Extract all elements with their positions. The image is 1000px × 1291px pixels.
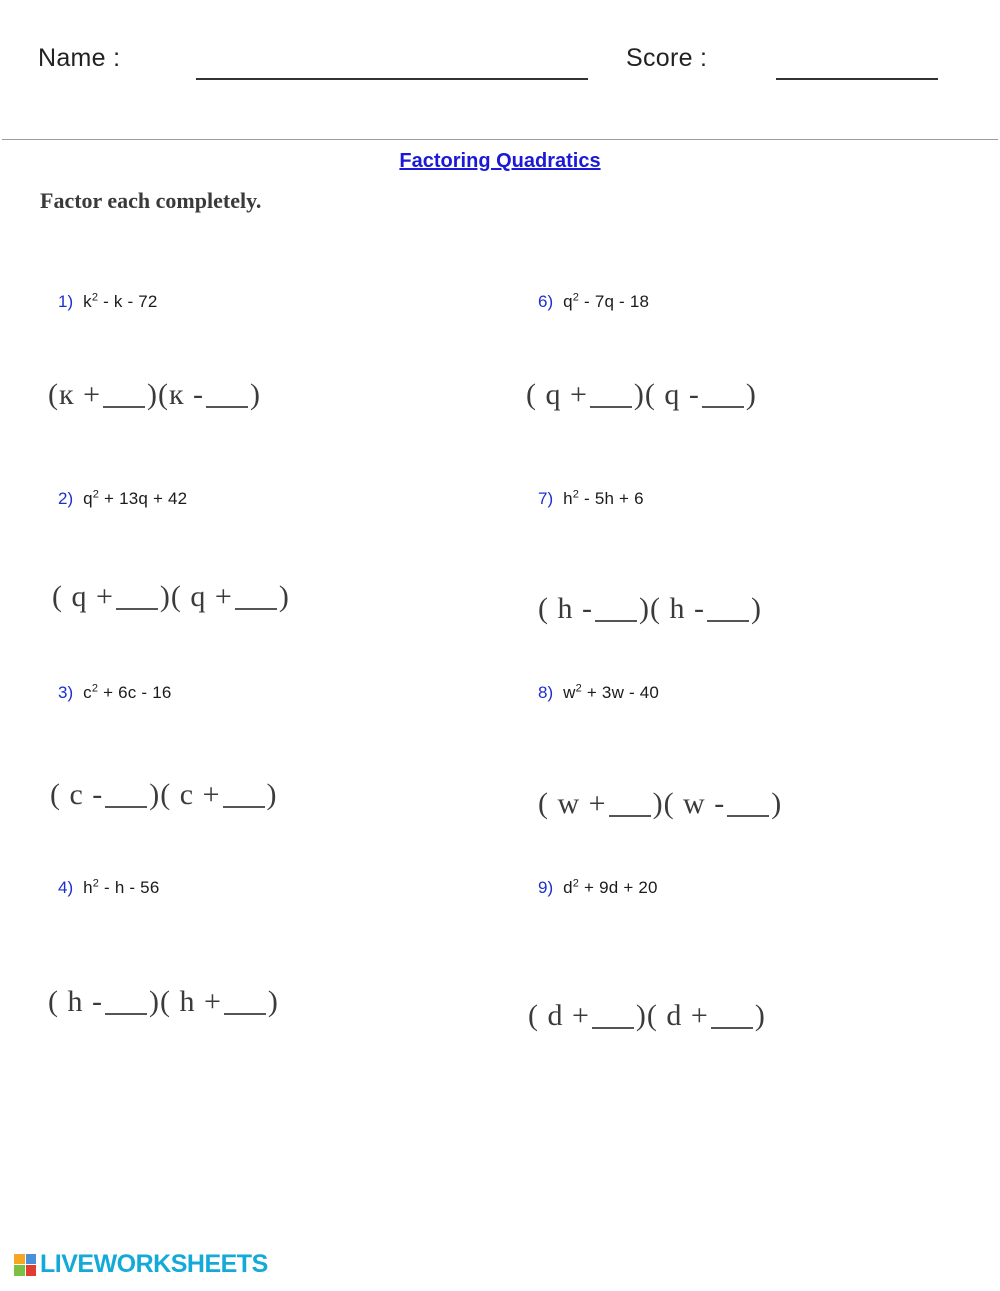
problem-9-answer-post: ) <box>754 999 766 1032</box>
problem-4-question <box>58 878 160 898</box>
problem-4-answer[interactable] <box>48 985 279 1019</box>
problem-6-question <box>538 292 649 312</box>
problem-4-blank-1[interactable] <box>105 1013 147 1015</box>
problem-3-answer[interactable] <box>50 778 278 812</box>
liveworksheets-brand: LIVEWORKSHEETS <box>40 1250 268 1278</box>
problem-2 <box>58 489 187 509</box>
problem-4-number: 4) <box>58 878 74 897</box>
problem-2-answer-post: ) <box>278 580 290 613</box>
problem-8-answer-mid: )( w - <box>652 787 726 820</box>
problem-8-number: 8) <box>538 683 554 702</box>
problem-2-answer[interactable] <box>52 580 290 614</box>
score-input-line[interactable] <box>776 78 938 80</box>
problem-7-answer-post: ) <box>750 592 762 625</box>
problem-3-blank-1[interactable] <box>105 806 147 808</box>
instruction-text: Factor each completely. <box>40 188 262 213</box>
problem-9-expression: $d^2 + 9d + 20$ <box>563 877 658 897</box>
problem-4-answer-post: ) <box>267 985 279 1018</box>
problem-6-answer-post: ) <box>745 378 757 411</box>
problem-3-question <box>58 683 172 703</box>
problem-7-blank-1[interactable] <box>595 620 637 622</box>
problem-1-number: 1) <box>58 292 74 311</box>
problem-2-question <box>58 489 187 509</box>
problem-9-answer[interactable] <box>528 999 766 1033</box>
problem-7-answer-pre: ( h - <box>538 592 593 625</box>
problem-3 <box>58 683 172 703</box>
problem-6-number: 6) <box>538 292 554 311</box>
problem-6-answer[interactable] <box>526 378 757 412</box>
liveworksheets-footer[interactable] <box>14 1250 268 1279</box>
worksheet-header <box>0 22 1000 82</box>
problem-6-blank-2[interactable] <box>702 406 744 408</box>
problem-6 <box>538 292 649 312</box>
problem-7-blank-2[interactable] <box>707 620 749 622</box>
problem-2-answer-pre: ( q + <box>52 580 114 613</box>
problem-7 <box>538 489 644 509</box>
problem-4 <box>58 878 160 898</box>
problem-1-answer-post: ) <box>250 378 262 411</box>
problem-7-number: 7) <box>538 489 554 508</box>
problem-9-answer-mid: )( d + <box>635 999 709 1032</box>
problem-8-answer-pre: ( w + <box>538 787 607 820</box>
problem-1-expression: $k^2$ - k - 72 <box>83 291 158 311</box>
problem-4-expression: $h^2$ - h - 56 <box>83 877 160 897</box>
problem-7-answer-mid: )( h - <box>638 592 705 625</box>
problem-8-answer[interactable] <box>538 787 782 821</box>
problem-1-answer-mid: )(к - <box>146 378 205 411</box>
problem-8-blank-2[interactable] <box>727 815 769 817</box>
problem-2-expression: $q^2 + 13q + 42$ <box>83 488 188 508</box>
problem-9-answer-pre: ( d + <box>528 999 590 1032</box>
problem-9-question <box>538 878 658 898</box>
problem-3-answer-post: ) <box>266 778 278 811</box>
name-input-line[interactable] <box>196 78 588 80</box>
name-label: Name : <box>38 44 121 72</box>
problem-1-answer[interactable] <box>48 378 261 412</box>
problem-7-answer[interactable] <box>538 592 762 626</box>
problem-3-answer-pre: ( c - <box>50 778 104 811</box>
problem-3-expression: $c^2 + 6c - 16$ <box>83 682 172 702</box>
problem-3-answer-mid: )( c + <box>149 778 221 811</box>
problem-3-number: 3) <box>58 683 74 702</box>
problem-3-blank-2[interactable] <box>223 806 265 808</box>
problem-1-answer-pre: (к + <box>48 378 101 411</box>
problem-8-expression: $w^2 + 3w - 40$ <box>563 682 660 702</box>
problem-6-answer-pre: ( q + <box>526 378 588 411</box>
problem-9-blank-1[interactable] <box>592 1027 634 1029</box>
liveworksheets-logo-icon <box>14 1254 36 1276</box>
problem-9-number: 9) <box>538 878 554 897</box>
problem-6-answer-mid: )( q - <box>633 378 700 411</box>
problem-8-answer-post: ) <box>771 787 783 820</box>
problem-1 <box>58 292 158 312</box>
problem-8-question <box>538 683 659 703</box>
problem-4-blank-2[interactable] <box>224 1013 266 1015</box>
header-divider <box>2 139 998 140</box>
problem-2-blank-2[interactable] <box>235 608 277 610</box>
problem-1-question <box>58 292 158 312</box>
problem-6-expression: $q^2 - 7q - 18$ <box>563 291 650 311</box>
problem-4-answer-mid: )( h + <box>148 985 222 1018</box>
problem-9 <box>538 878 658 898</box>
problem-2-number: 2) <box>58 489 74 508</box>
problem-4-answer-pre: ( h - <box>48 985 103 1018</box>
problem-7-question <box>538 489 644 509</box>
page-title: Factoring Quadratics <box>399 150 601 172</box>
problem-1-blank-2[interactable] <box>206 406 248 408</box>
problem-9-blank-2[interactable] <box>711 1027 753 1029</box>
problem-8 <box>538 683 659 703</box>
problem-1-blank-1[interactable] <box>103 406 145 408</box>
problem-2-answer-mid: )( q + <box>159 580 233 613</box>
score-label: Score : <box>626 44 708 72</box>
problem-2-blank-1[interactable] <box>116 608 158 610</box>
problem-7-expression: $h^2 - 5h + 6$ <box>563 488 644 508</box>
problem-6-blank-1[interactable] <box>590 406 632 408</box>
problem-8-blank-1[interactable] <box>609 815 651 817</box>
